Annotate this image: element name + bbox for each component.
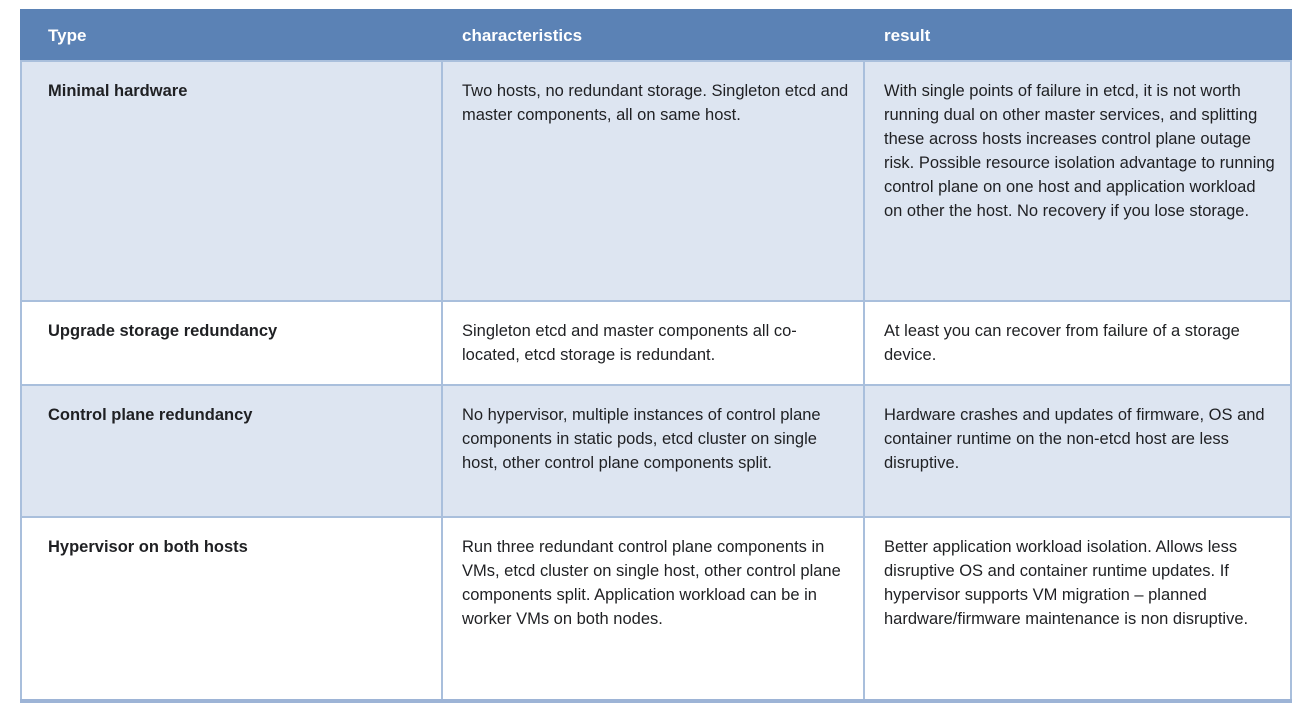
header-row (21, 10, 1291, 61)
comparison-table (20, 9, 1292, 703)
table-row (21, 517, 1291, 701)
cell-result: Better application workload isolation. Allows less disruptive OS and container runtime updates. If hypervisor supports VM migration – planned hardware/firmware maintenance is non disruptive. (864, 517, 1291, 701)
column-header-result: result (864, 10, 1291, 61)
cell-characteristics: Two hosts, no redundant storage. Singleton etcd and master components, all on same host. (442, 61, 864, 301)
cell-result: Hardware crashes and updates of firmware, OS and container runtime on the non-etcd host are less disruptive. (864, 385, 1291, 517)
table-row (21, 61, 1291, 301)
cell-type: Minimal hardware (21, 61, 442, 301)
cell-type: Upgrade storage redundancy (21, 301, 442, 385)
cell-characteristics: Run three redundant control plane components in VMs, etcd cluster on single host, other control plane components split. Application workload can be in worker VMs on both nodes. (442, 517, 864, 701)
column-header-characteristics: characteristics (442, 10, 864, 61)
table-row (21, 385, 1291, 517)
table-row (21, 301, 1291, 385)
cell-characteristics: No hypervisor, multiple instances of control plane components in static pods, etcd cluster on single host, other control plane components split. (442, 385, 864, 517)
cell-result: With single points of failure in etcd, it is not worth running dual on other master services, and splitting these across hosts increases control plane outage risk. Possible resource isolation advantage to running control plane on one host and application workload on other the host. No recovery if you lose storage. (864, 61, 1291, 301)
cell-type: Control plane redundancy (21, 385, 442, 517)
cell-type: Hypervisor on both hosts (21, 517, 442, 701)
column-header-type: Type (21, 10, 442, 61)
cell-result: At least you can recover from failure of a storage device. (864, 301, 1291, 385)
cell-characteristics: Singleton etcd and master components all co-located, etcd storage is redundant. (442, 301, 864, 385)
